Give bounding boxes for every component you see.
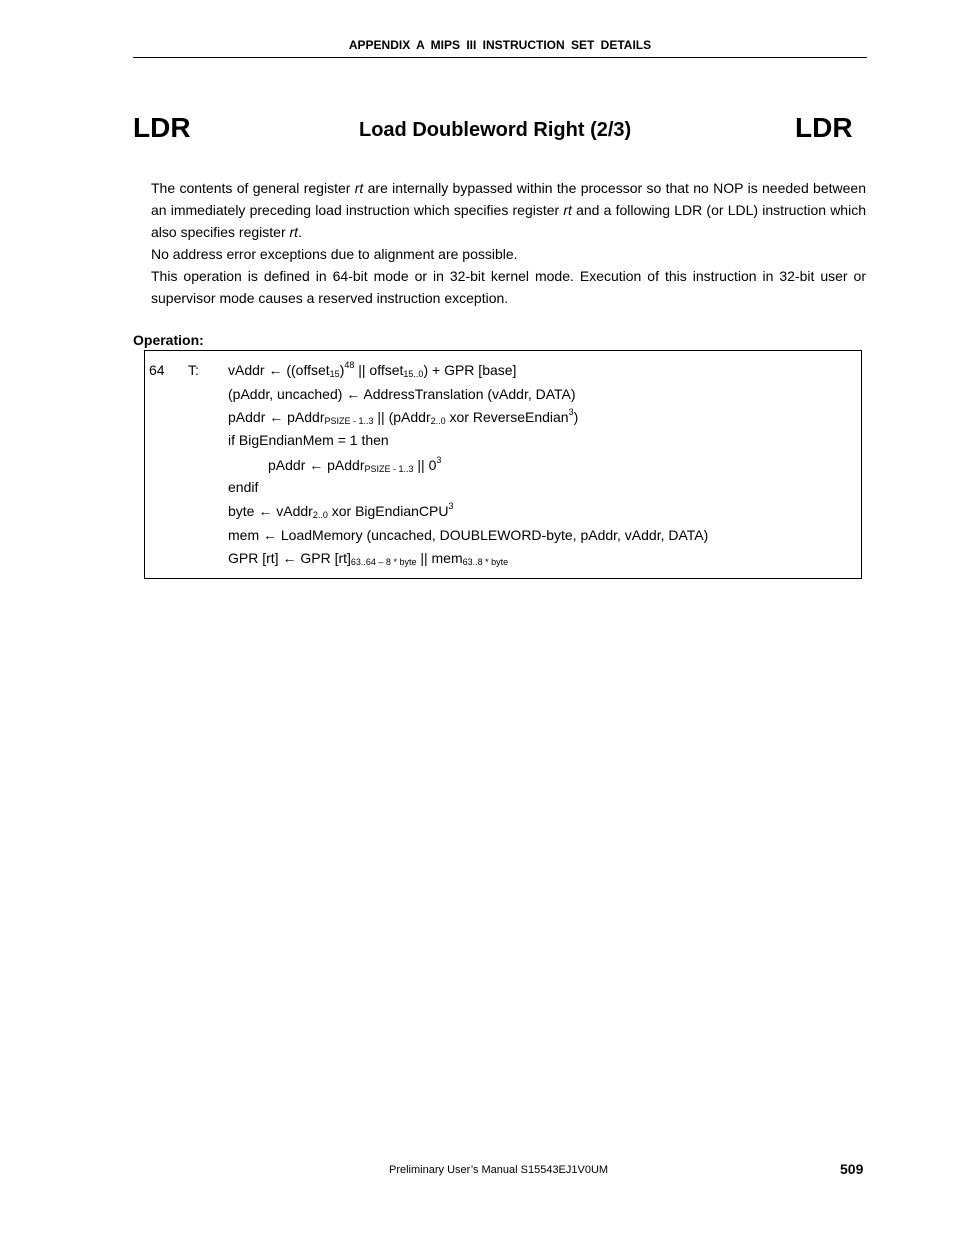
header-divider [133,57,867,58]
mnemonic-left: LDR [133,112,191,143]
operation-line-1: vAddr ← ((offset$_{15}$)$^{48}$ || offset$_{15..0}$) + GPR [base] [228,360,517,379]
operation-label: Operation: [133,332,204,348]
operation-box [144,350,862,579]
operation-line-9: GPR [rt] ← GPR $[rt]_{63..64 - 8 * byte}$ || mem$_{63..8 * byte}$ [228,550,509,567]
operation-stage: T: [188,362,199,378]
operation-line-2: (pAddr, uncached) ← AddressTranslation (vAddr, DATA) [228,386,576,402]
operation-line-4: if BigEndianMem = 1 then [228,432,389,448]
operation-line-7: byte ← vAddr$_{2..0}$ xor BigEndianCPU$^3$ [228,501,454,520]
paragraph-mode: This operation is defined in 64-bit mode or in 32-bit kernel mode. Execution of this instruction in 32-bit user or supervisor mode causes a reserved instruction exception. [151,268,866,306]
operation-line-3: pAddr ← pAddr$_{PSIZE - 1..3}$ || (pAddr$_{2..0}$ xor ReverseEndian$^3$) [228,407,579,426]
paragraph-bypass: The contents of general register rt are internally bypassed within the processor so that no NOP is needed between an immediately preceding load instruction which specifies register rt and a following LDR (or LDL) instruction which also specifies register rt. [151,180,866,240]
operation-line-5: pAddr ← pAddr$_{PSIZE - 1..3}$ || $0^3$ [268,455,442,474]
description [151,177,866,309]
running-header: APPENDIX A MIPS III INSTRUCTION SET DETAILS [348,38,652,52]
instruction-title: Load Doubleword Right (2/3) [359,119,632,141]
operation-line-6: endif [228,479,259,495]
paragraph-alignment: No address error exceptions due to alignment are possible. [151,246,518,262]
page-number: 509 [840,1161,864,1177]
operation-line-8: mem ← LoadMemory (uncached, DOUBLEWORD-byte, pAddr, vAddr, DATA) [228,527,709,543]
mnemonic-right: LDR [795,112,853,143]
operation-mode: 64 [149,362,165,378]
footer-manual-id: Preliminary User’s Manual S15543EJ1V0UM [389,1164,609,1176]
